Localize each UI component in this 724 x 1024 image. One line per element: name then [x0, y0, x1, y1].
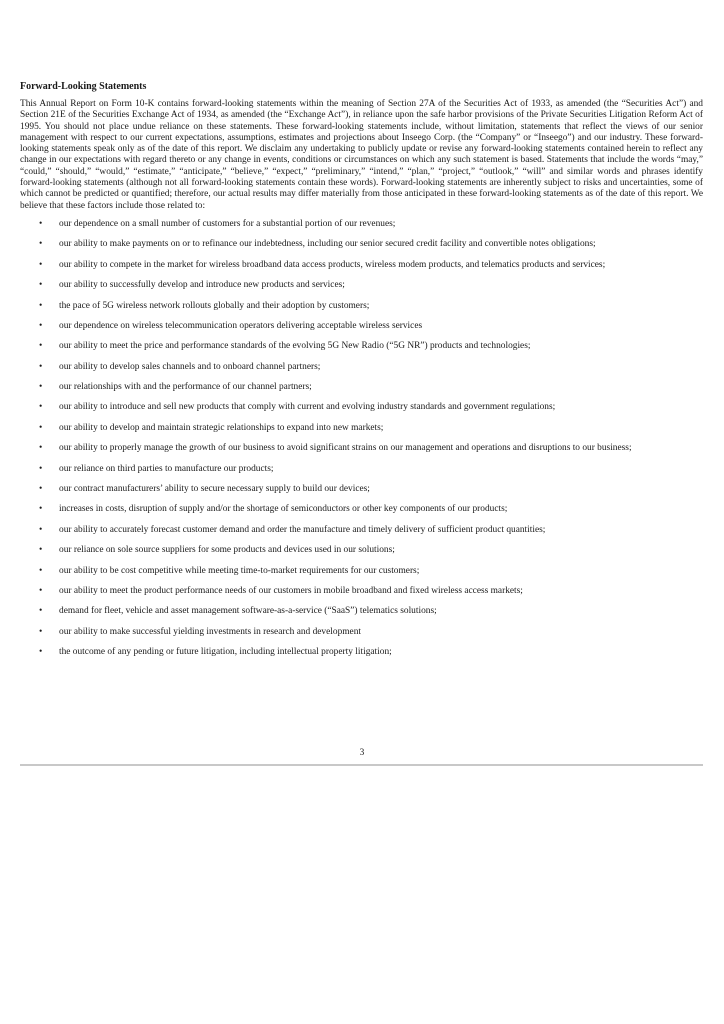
- list-item: [20, 647, 703, 658]
- list-item: [20, 566, 703, 577]
- bullet-icon: •: [39, 565, 43, 576]
- list-item-text: our ability to meet the price and performance standards of the evolving 5G New Radio (“5G NR”) products and technologies;: [59, 341, 531, 352]
- bullet-icon: •: [39, 402, 43, 413]
- list-item: [20, 443, 703, 454]
- list-item: [20, 545, 703, 556]
- list-item: [20, 321, 703, 332]
- list-item-text: our dependence on wireless telecommunication operators delivering acceptable wireless services: [59, 320, 423, 331]
- document-page: [20, 80, 703, 668]
- list-item-text: our ability to successfully develop and introduce new products and services;: [59, 280, 345, 291]
- list-item: [20, 606, 703, 617]
- bullet-icon: •: [39, 484, 43, 495]
- list-item: [20, 382, 703, 393]
- list-item-text: our ability to make successful yielding investments in research and development: [59, 626, 362, 637]
- bullet-icon: •: [39, 606, 43, 617]
- list-item-text: our ability to develop and maintain strategic relationships to expand into new markets;: [59, 422, 384, 433]
- list-item-text: increases in costs, disruption of supply and/or the shortage of semiconductors or other key components of our products;: [59, 504, 508, 515]
- intro-paragraph: This Annual Report on Form 10-K contains forward-looking statements within the meaning of Section 27A of the Securities Act of 1933, as amended (the “Securities Act”) and Section 21E of the Securities Exchange Act of 1934, as amended (the “Exchange Act”), in reliance upon the safe harbor provisions of the Private Securities Litigation Reform Act of 1995. You should not place undue reliance on these statements. These forward-looking statements include, without limitation, statements that reflect the views of our senior management with respect to our current expectations, assumptions, estimates and projections about Inseego Corp. (the “Company” or “Inseego”) and our industry. These forward-looking statements speak only as of the date of this report. We disclaim any undertaking to publicly update or revise any forward-looking statements contained herein to reflect any change in our expectations with regard thereto or any change in events, conditions or circumstances on which any such statement is based. Statements that include the words “may,” “could,” “should,” “would,” “estimate,” “anticipate,” “believe,” “expect,” “preliminary,” “intend,” “plan,” “project,” “outlook,” “will” and similar words and phrases identify forward-looking statements (although not all forward-looking statements contain these words). Forward-looking statements are inherently subject to risks and uncertainties, some of which cannot be predicted or quantified; therefore, our actual results may differ materially from those anticipated in these forward-looking statements as of the date of this report. We believe that these factors include those related to:: [20, 99, 703, 211]
- bullet-icon: •: [39, 341, 43, 352]
- list-item: [20, 341, 703, 352]
- list-item-text: our ability to meet the product performance needs of our customers in mobile broadband and fixed wireless access markets;: [59, 586, 523, 596]
- bullet-icon: •: [39, 300, 43, 311]
- bullet-icon: •: [39, 422, 43, 433]
- bullet-icon: •: [39, 545, 43, 556]
- bullet-icon: •: [39, 218, 43, 229]
- list-item-text: the pace of 5G wireless network rollouts globally and their adoption by customers;: [59, 300, 370, 311]
- list-item-text: our ability to develop sales channels and to onboard channel partners;: [59, 361, 321, 372]
- list-item-text: our reliance on sole source suppliers for some products and devices used in our solutions;: [59, 545, 395, 556]
- bullet-icon: •: [39, 443, 43, 454]
- list-item: [20, 402, 703, 413]
- list-item: [20, 586, 703, 597]
- list-item-text: our ability to make payments on or to refinance our indebtedness, including our senior secured credit facility and convertible notes obligations;: [59, 239, 596, 250]
- bullet-icon: •: [39, 280, 43, 291]
- list-item: [20, 219, 703, 230]
- risk-factor-list: [20, 219, 703, 659]
- bullet-icon: •: [39, 463, 43, 474]
- bullet-icon: •: [39, 361, 43, 372]
- page-number: 3: [359, 748, 365, 758]
- list-item: [20, 627, 703, 638]
- bullet-icon: •: [39, 524, 43, 535]
- list-item-text: our ability to compete in the market for wireless broadband data access products, wireless modem products, and telematics products and services;: [59, 259, 606, 270]
- list-item-text: our relationships with and the performance of our channel partners;: [59, 382, 312, 393]
- bullet-icon: •: [39, 382, 43, 393]
- list-item-text: our ability to be cost competitive while meeting time-to-market requirements for our customers;: [59, 565, 420, 576]
- list-item: [20, 260, 703, 271]
- list-item: [20, 525, 703, 536]
- list-item-text: our dependence on a small number of customers for a substantial portion of our revenues;: [59, 218, 396, 229]
- bullet-icon: •: [39, 647, 43, 658]
- list-item: [20, 362, 703, 373]
- list-item: [20, 484, 703, 495]
- list-item: [20, 464, 703, 475]
- bullet-icon: •: [39, 504, 43, 515]
- list-item-text: our reliance on third parties to manufacture our products;: [59, 463, 274, 474]
- section-heading: Forward-Looking Statements: [20, 81, 147, 92]
- list-item: [20, 239, 703, 250]
- bullet-icon: •: [39, 320, 43, 331]
- page-divider: [20, 764, 703, 766]
- list-item-text: our ability to accurately forecast customer demand and order the manufacture and timely delivery of sufficient product quantities;: [59, 524, 546, 535]
- list-item: [20, 504, 703, 515]
- list-item: [20, 280, 703, 291]
- list-item-text: our contract manufacturers’ ability to secure necessary supply to build our devices;: [59, 484, 370, 495]
- bullet-icon: •: [39, 586, 43, 596]
- list-item-text: our ability to properly manage the growth of our business to avoid significant strains on our management and operations and disruptions to our business;: [59, 443, 632, 454]
- list-item-text: our ability to introduce and sell new products that comply with current and evolving industry standards and government regulations;: [59, 402, 556, 413]
- bullet-icon: •: [39, 626, 43, 637]
- bullet-icon: •: [39, 259, 43, 270]
- bullet-icon: •: [39, 239, 43, 250]
- list-item: [20, 301, 703, 312]
- list-item: [20, 423, 703, 434]
- list-item-text: the outcome of any pending or future litigation, including intellectual property litigation;: [59, 647, 392, 658]
- list-item-text: demand for fleet, vehicle and asset management software-as-a-service (“SaaS”) telematics solutions;: [59, 606, 437, 617]
